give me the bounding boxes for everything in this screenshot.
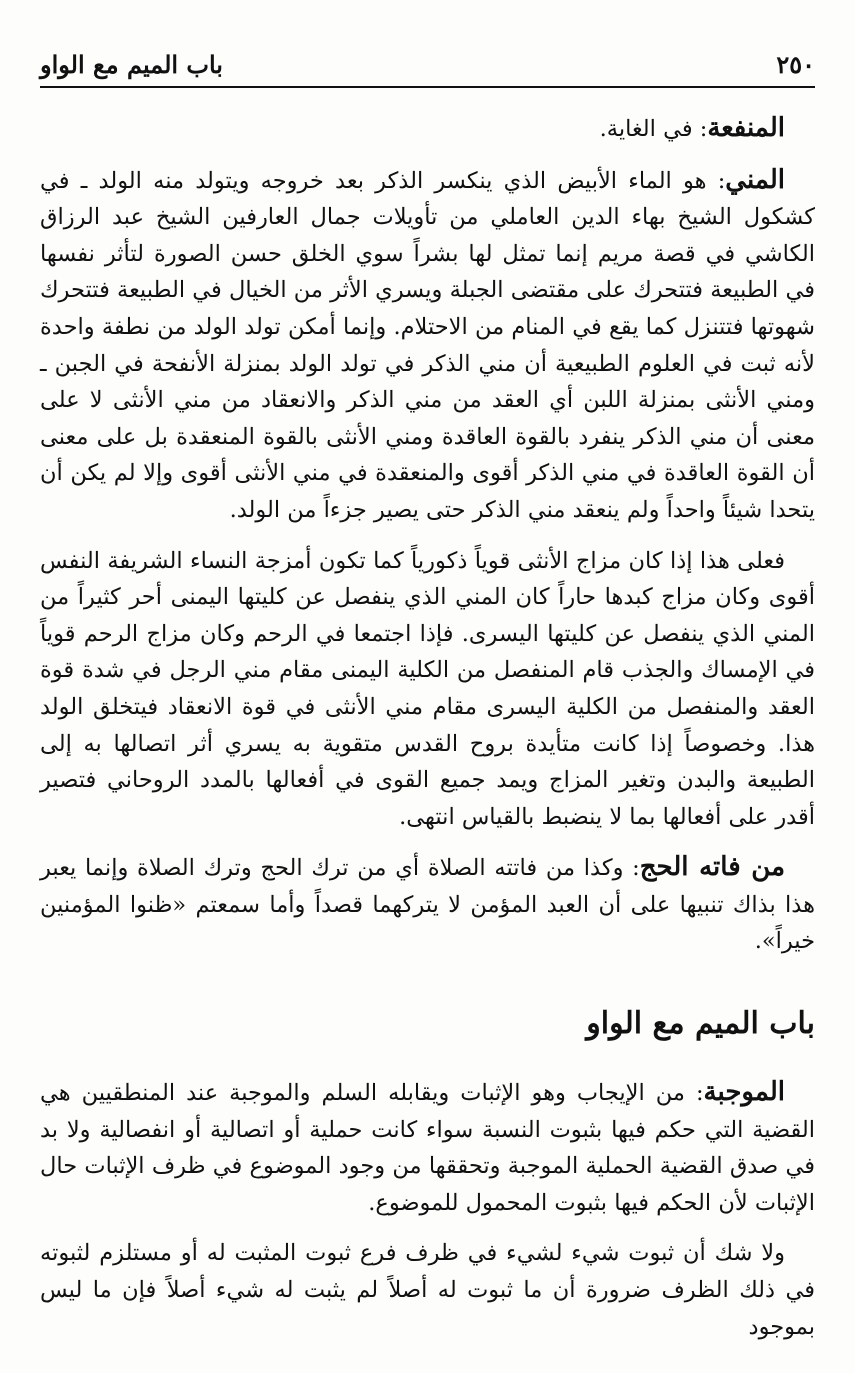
entry-term: المني xyxy=(725,164,785,195)
entry-text: : هو الماء الأبيض الذي ينكسر الذكر بعد خروجه ويتولد منه الولد ـ في كشكول الشيخ بهاء الدين العاملي من تأويلات جمال العارفين الشيخ عبد الرزاق الكاشي في قصة مريم إنما تمثل لها بشراً سوي الخلق حسن الصورة لتأثر نفسها في الطبيعة فتتحرك على مقتضى الجبلة ويسري الأثر من الخيال في الطبيعة فتتحرك شهوتها فتتنزل كما يقع في المنام من الاحتلام. وإنما أمكن تولد الولد من نطفة واحدة لأنه ثبت في العلوم الطبيعية أن مني الذكر في تولد الولد بمنزلة الأنفحة في الجبن ـ ومني الأنثى بمنزلة اللبن أي العقد من مني الذكر والانعقاد من مني الأنثى لا على معنى أن مني الذكر ينفرد بالقوة العاقدة ومني الأنثى بالقوة المنعقدة بل على معنى أن القوة العاقدة في مني الذكر أقوى والمنعقدة في مني الأنثى أقوى وإلا لم يكن أن يتحدا شيئاً واحداً ولم ينعقد مني الذكر حتى يصير جزءاً من الولد. xyxy=(40,167,815,523)
entry-almanfaa xyxy=(40,110,815,148)
entry-term: من فاته الحج xyxy=(639,852,786,883)
entry-continuation xyxy=(40,543,815,836)
section-heading: باب الميم مع الواو xyxy=(586,1006,815,1042)
entry-term: الموجبة xyxy=(703,1077,785,1108)
entry-almani xyxy=(40,162,815,529)
entry-text: فعلى هذا إذا كان مزاج الأنثى قوياً ذكورياً كما تكون أمزجة النساء الشريفة النفس أقوى وكان مزاج كبدها حاراً كان المني الذي ينفصل عن كليتها اليمنى أحر كثيراً من المني الذي ينفصل عن كليتها اليسرى. فإذا اجتمعا في الرحم وكان مزاج الرحم قوياً في الإمساك والجذب قام المنفصل من الكلية اليمنى مقام مني الرجل في شدة قوة العقد والمنفصل من الكلية اليسرى مقام مني الأنثى في قوة الانعقاد فيتخلق الولد هذا. وخصوصاً إذا كانت متأيدة بروح القدس متقوية به يسري أثر اتصالها به إلى الطبيعة والبدن وتغير المزاج ويمد جميع القوى في أفعالها بالمدد الروحاني فتصير أقدر على أفعالها بما لا ينضبط بالقياس انتهى. xyxy=(40,547,815,830)
running-title: باب الميم مع الواو xyxy=(40,50,223,79)
page-body xyxy=(40,110,815,1359)
entry-text: ولا شك أن ثبوت شيء لشيء في ظرف فرع ثبوت المثبت له أو مستلزم لثبوته في ذلك الظرف ضرورة أن ما ثبوت له أصلاً لم يثبت له شيء أصلاً فإن ما ليس بموجود xyxy=(40,1240,815,1340)
entry-almujiba xyxy=(40,1074,815,1221)
entry-term: المنفعة xyxy=(707,113,785,143)
entry-man-fatahu-alhajj xyxy=(40,849,815,960)
entry-text: : من الإيجاب وهو الإثبات ويقابله السلم والموجبة عند المنطقيين هي القضية التي حكم فيها بثبوت النسبة سواء كانت حملية أو اتصالية أو انفصالية ولا بد في صدق القضية الحملية الموجبة وتحققها من وجود الموضوع في ظرف الإثبات حال الإثبات لأن الحكم فيها بثبوت المحمول للموضوع. xyxy=(40,1080,815,1216)
entry-text: : في الغاية. xyxy=(599,116,708,142)
entry-text: : وكذا من فاتته الصلاة أي من ترك الحج وترك الصلاة وإنما يعبر هذا بذاك تنبيها على أن العبد المؤمن لا يتركهما قصداً وأما سمعتم «ظنوا المؤمنين خيراً». xyxy=(40,855,815,955)
page-header xyxy=(40,40,815,88)
entry-continuation xyxy=(40,1235,815,1345)
page-number: ٢٥٠ xyxy=(776,50,815,79)
